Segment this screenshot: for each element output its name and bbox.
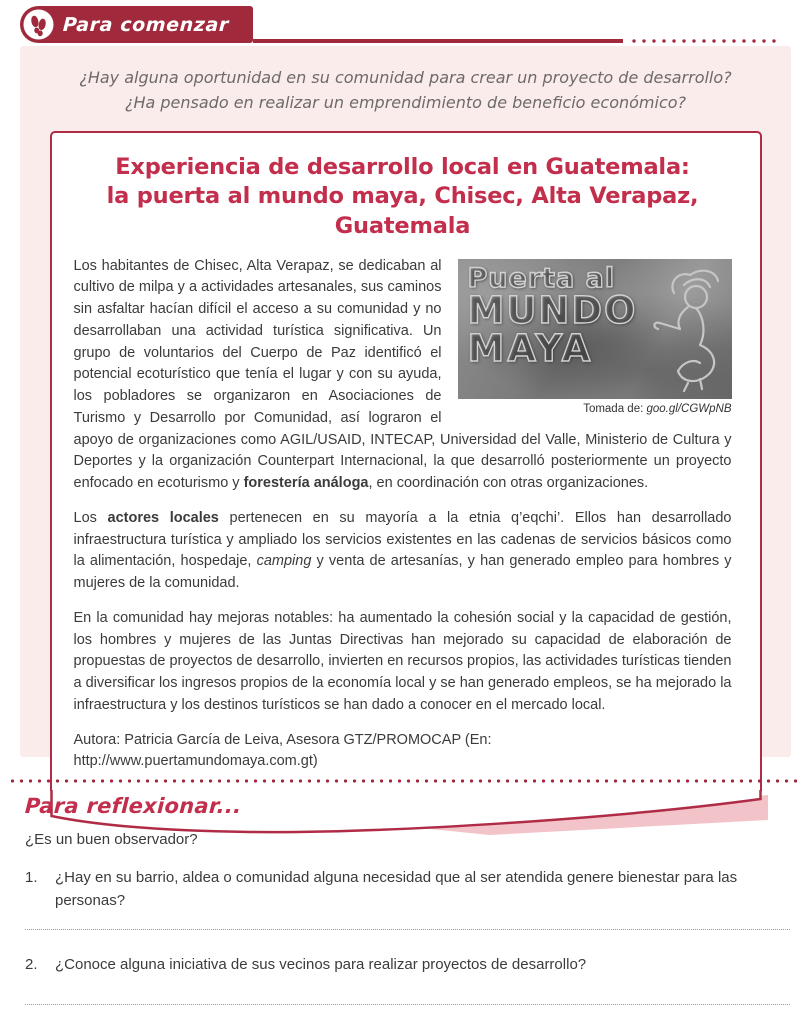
para-comenzar-section <box>20 46 791 770</box>
maya-image-text: Puerta al MUNDO MAYA <box>467 262 638 370</box>
paragraph-2: Los actores locales pertenecen en su mayoría a la etnia q’eqchi’. Ellos han desarrollado infraestructura turística y ampliado los servicios existentes en las cadenas de servicios básicos como la alimentación, hospedaje, camping y venta de artesanías, y han generado empleo para hombres y mujeres de la comunidad. <box>73 509 732 592</box>
intro-question-2: ¿Ha pensado en realizar un emprendimiento de beneficio económico? <box>124 92 687 112</box>
paragraph-3: En la comunidad hay mejoras notables: ha aumentado la cohesión social y la capacidad de gestión, los hombres y mujeres de las Juntas Directivas han mejorado su capacidad de elaboración de propuestas de proyectos de desarrollo, invierten en recursos propios, las actividades turísticas tienden a diversificar los ingresos propios de la economía local y se han generado empleos, se ha mejorado la infraestructura y los destinos turísticos se han dado a conocer en el mercado local. <box>73 609 732 713</box>
question-number: 1. <box>25 869 38 886</box>
caption-source: goo.gl/CGWpNB <box>646 402 732 415</box>
para-reflexionar-section <box>25 794 790 1005</box>
bold-actores-locales: actores locales <box>107 509 219 526</box>
reflection-subquestion: ¿Es un buen observador? <box>25 831 198 848</box>
section-separator-dots <box>8 779 801 783</box>
case-study-title: Experiencia de desarrollo local en Guatemala: la puerta al mundo maya, Chisec, Alta Verapaz, Guatemala <box>106 153 699 239</box>
section-badge-para-comenzar <box>20 6 253 43</box>
answer-line-2 <box>25 1004 790 1005</box>
reflection-heading: Para reflexionar... <box>24 794 243 818</box>
maya-figure-glyph-icon <box>644 263 730 395</box>
banner-underline <box>253 39 623 43</box>
puerta-mundo-maya-image <box>458 259 732 399</box>
banner-dotted-line <box>629 39 778 43</box>
paragraph-1: Los habitantes de Chisec, Alta Verapaz, se dedicaban al cultivo de milpa y a actividades artesanales, sus caminos sin asfaltar hacían difícil el acceso a su comunidad y no desarrollaban una actividad turística significativa. Un grupo de voluntarios del Cuerpo de Paz identificó el potencial ecoturístico que tenía el lugar y con su ayuda, los pobladores se organizaron en Asociaciones de Turismo y Desarrollo por Comunidad, así lograron el apoyo de organizaciones como AGIL/USAID, INTECAP, Universidad del Valle, Ministerio de Cultura y Deportes y la organización Counterpart Internacional, la que desarrolló posteriormente un proyecto enfocado en ecoturismo y forestería análoga, en coordinación con otras organizaciones. <box>73 257 732 492</box>
question-text: ¿Conoce alguna iniciativa de sus vecinos para realizar proyectos de desarrollo? <box>55 956 587 973</box>
question-text: ¿Hay en su barrio, aldea o comunidad alguna necesidad que al ser atendida genere bienestar para las personas? <box>55 869 738 909</box>
italic-camping: camping <box>256 553 312 570</box>
answer-line-1 <box>25 929 790 930</box>
question-number: 2. <box>25 956 38 973</box>
question-item-2 <box>25 954 790 977</box>
bold-foresteria-analoga: forestería análoga <box>243 475 369 492</box>
author-line: Autora: Patricia García de Leiva, Asesora GTZ/PROMOCAP (En: http://www.puertamundomaya.com.gt) <box>73 731 492 770</box>
image-caption: Tomada de: goo.gl/CGWpNB <box>583 402 732 415</box>
footprints-icon <box>23 9 54 40</box>
section-banner <box>20 6 778 43</box>
case-study-box <box>50 131 762 837</box>
maya-image-figure <box>458 259 732 415</box>
intro-question-1: ¿Hay alguna oportunidad en su comunidad para crear un proyecto de desarrollo? <box>79 68 732 87</box>
intro-questions <box>68 66 743 116</box>
badge-label: Para comenzar <box>62 13 230 36</box>
question-item-1 <box>25 867 790 912</box>
